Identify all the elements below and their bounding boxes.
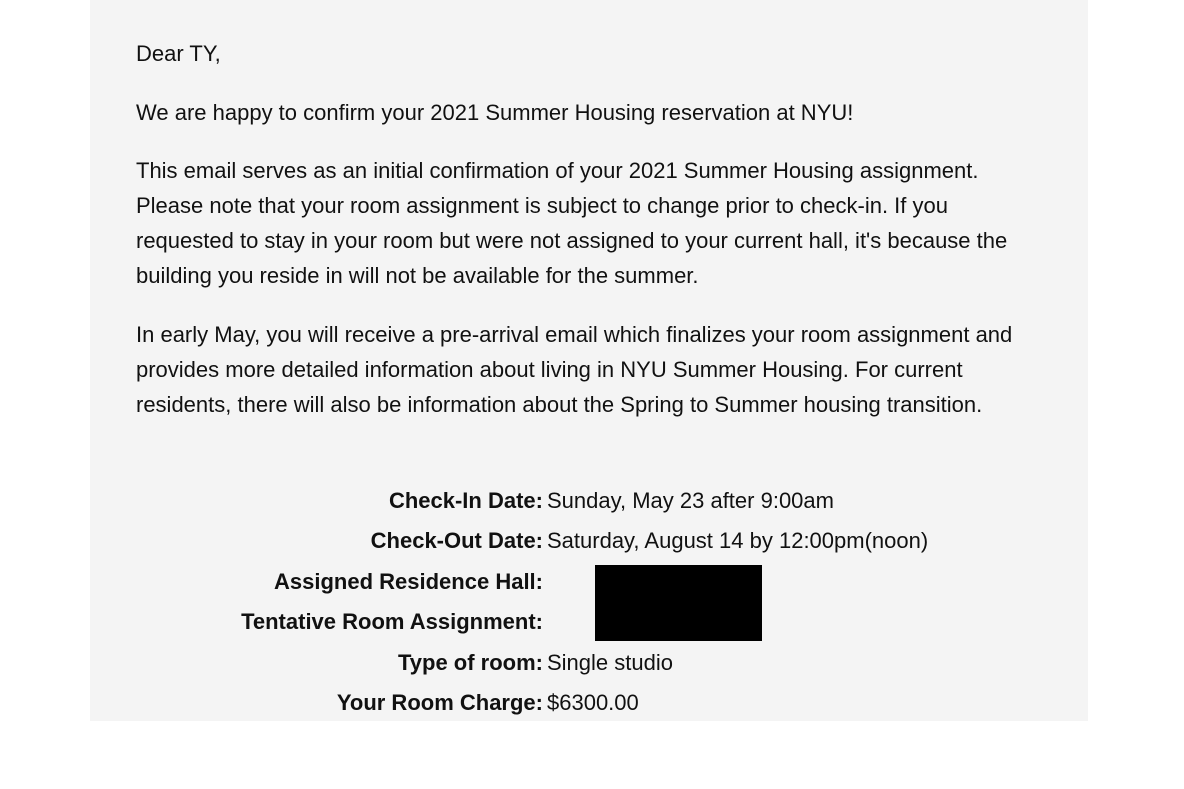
- room-charge-label: Your Room Charge:: [336, 690, 543, 715]
- room-charge-value: $6300.00: [547, 690, 639, 715]
- detail-row-room-assignment: [136, 602, 1046, 642]
- email-message-panel: [90, 0, 1088, 721]
- room-type-label: Type of room:: [397, 650, 543, 675]
- check-out-value: Saturday, August 14 by 12:00pm(noon): [547, 528, 929, 553]
- pre-arrival-paragraph: In early May, you will receive a pre-arrival email which finalizes your room assignment and provides more detailed information about living in NYU Summer Housing. For current residents, there will also be information about the Spring to Summer housing transition.: [136, 322, 1013, 417]
- detail-row-check-out: [136, 521, 1046, 561]
- redaction-block: [595, 565, 762, 641]
- detail-row-room-charge: [136, 683, 1046, 723]
- check-out-label: Check-Out Date:: [370, 528, 543, 553]
- detail-row-room-type: [136, 643, 1046, 683]
- detail-row-residence-hall: [136, 562, 1046, 602]
- residence-hall-label: Assigned Residence Hall:: [274, 569, 543, 594]
- email-greeting: Dear TY,: [136, 41, 221, 66]
- check-in-value: Sunday, May 23 after 9:00am: [547, 488, 834, 513]
- room-type-value: Single studio: [547, 650, 673, 675]
- initial-confirmation-paragraph: This email serves as an initial confirmation of your 2021 Summer Housing assignment. Please note that your room assignment is subject to change prior to check-in. If you requested to stay in your room but were not assigned to your current hall, it's because the building you reside in will not be available for the summer.: [136, 158, 1008, 288]
- room-assignment-label: Tentative Room Assignment:: [241, 609, 543, 634]
- confirmation-paragraph: We are happy to confirm your 2021 Summer Housing reservation at NYU!: [136, 100, 854, 125]
- check-in-label: Check-In Date:: [388, 488, 543, 513]
- detail-row-check-in: [136, 481, 1046, 521]
